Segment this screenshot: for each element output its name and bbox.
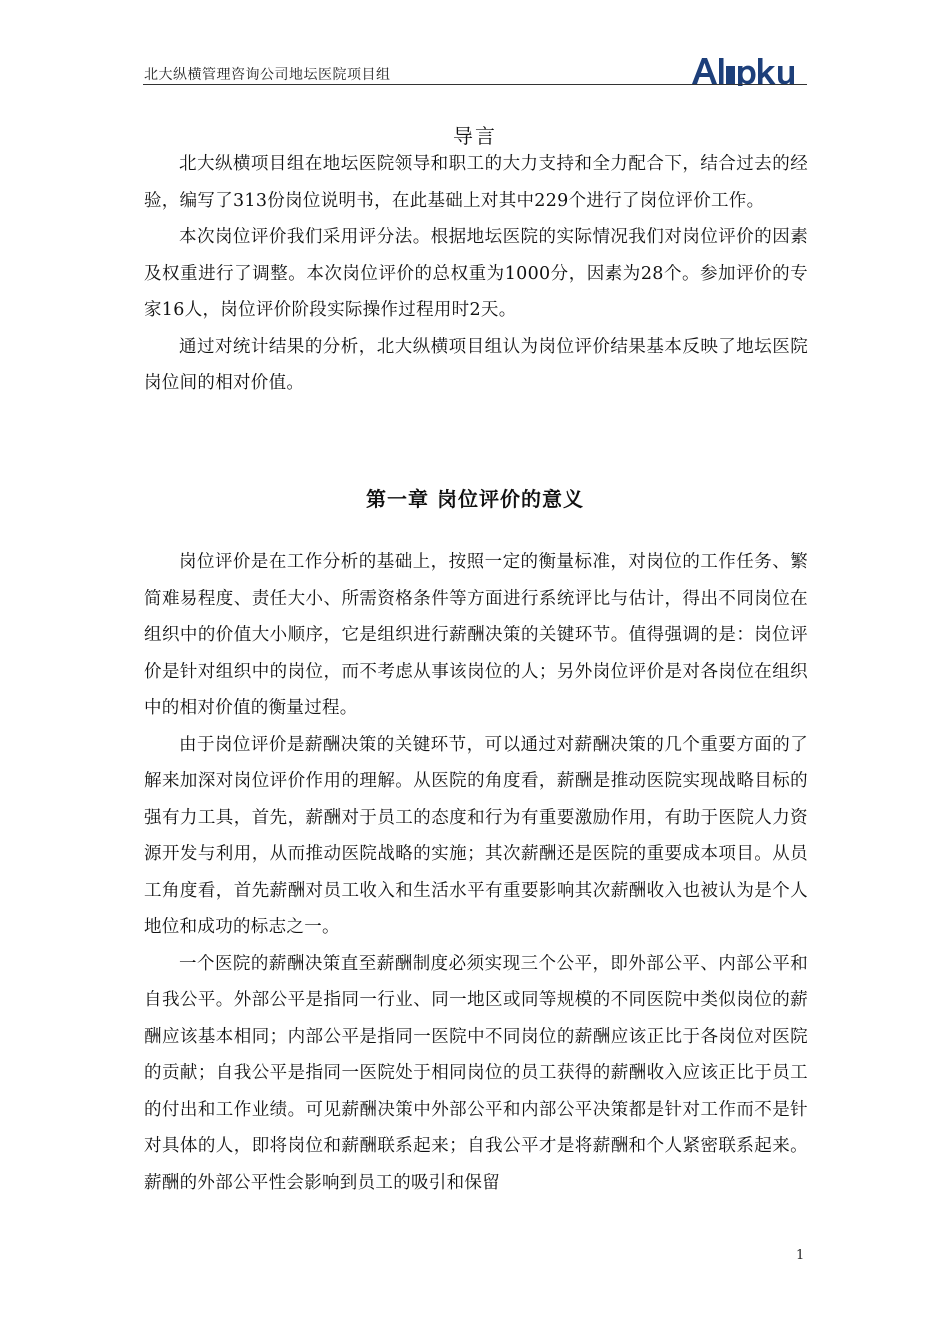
logo-letter-u	[778, 66, 794, 84]
preface-paragraph-2: 本次岗位评价我们采用评分法。根据地坛医院的实际情况我们对岗位评价的因素及权重进行了调整。本次岗位评价的总权重为1000分，因素为28个。参加评价的专家16人，岗位评价阶段实际操作过程用时2天。	[144, 227, 808, 320]
chapter-paragraph-1: 岗位评价是在工作分析的基础上，按照一定的衡量标准，对岗位的工作任务、繁简难易程度、责任大小、所需资格条件等方面进行系统评比与估计，得出不同岗位在组织中的价值大小顺序，它是组织进行薪酬决策的关键环节。值得强调的是：岗位评价是针对组织中的岗位，而不考虑从事该岗位的人；另外岗位评价是对各岗位在组织中的相对价值的衡量过程。	[144, 552, 808, 718]
logo-letter-p	[738, 66, 756, 86]
preface-paragraph-3: 通过对统计结果的分析，北大纵横项目组认为岗位评价结果基本反映了地坛医院岗位间的相对价值。	[144, 336, 808, 393]
logo-letter-k	[758, 58, 776, 84]
logo-letter-l	[719, 58, 724, 84]
chapter-body	[144, 544, 808, 1201]
preface-title: 导言	[453, 124, 497, 148]
page-number: 1	[796, 1248, 805, 1263]
logo-letter-a	[692, 58, 717, 84]
preface-paragraph-1: 北大纵横项目组在地坛医院领导和职工的大力支持和全力配合下，结合过去的经验，编写了313份岗位说明书，在此基础上对其中229个进行了岗位评价工作。	[144, 154, 808, 211]
logo-emblem	[726, 66, 735, 84]
chapter-paragraph-2: 由于岗位评价是薪酬决策的关键环节，可以通过对薪酬决策的几个重要方面的了解来加深对岗位评价作用的理解。从医院的角度看，薪酬是推动医院实现战略目标的强有力工具，首先，薪酬对于员工的态度和行为有重要激励作用，有助于医院人力资源开发与利用，从而推动医院战略的实施；其次薪酬还是医院的重要成本项目。从员工角度看，首先薪酬对员工收入和生活水平有重要影响其次薪酬收入也被认为是个人地位和成功的标志之一。	[144, 734, 808, 937]
preface-body	[144, 146, 808, 402]
header-org-text: 北大纵横管理咨询公司地坛医院项目组	[144, 67, 391, 83]
chapter-title: 第一章 岗位评价的意义	[366, 487, 584, 511]
chapter-paragraph-3: 一个医院的薪酬决策直至薪酬制度必须实现三个公平，即外部公平、内部公平和自我公平。外部公平是指同一行业、同一地区或同等规模的不同医院中类似岗位的薪酬应该基本相同；内部公平是指同一医院中不同岗位的薪酬应该正比于各岗位对医院的贡献；自我公平是指同一医院处于相同岗位的员工获得的薪酬收入应该正比于员工的付出和工作业绩。可见薪酬决策中外部公平和内部公平决策都是针对工作而不是针对具体的人，即将岗位和薪酬联系起来；自我公平才是将薪酬和个人紧密联系起来。薪酬的外部公平性会影响到员工的吸引和保留	[144, 953, 808, 1193]
header-divider	[143, 84, 807, 85]
allpku-logo	[690, 54, 808, 86]
